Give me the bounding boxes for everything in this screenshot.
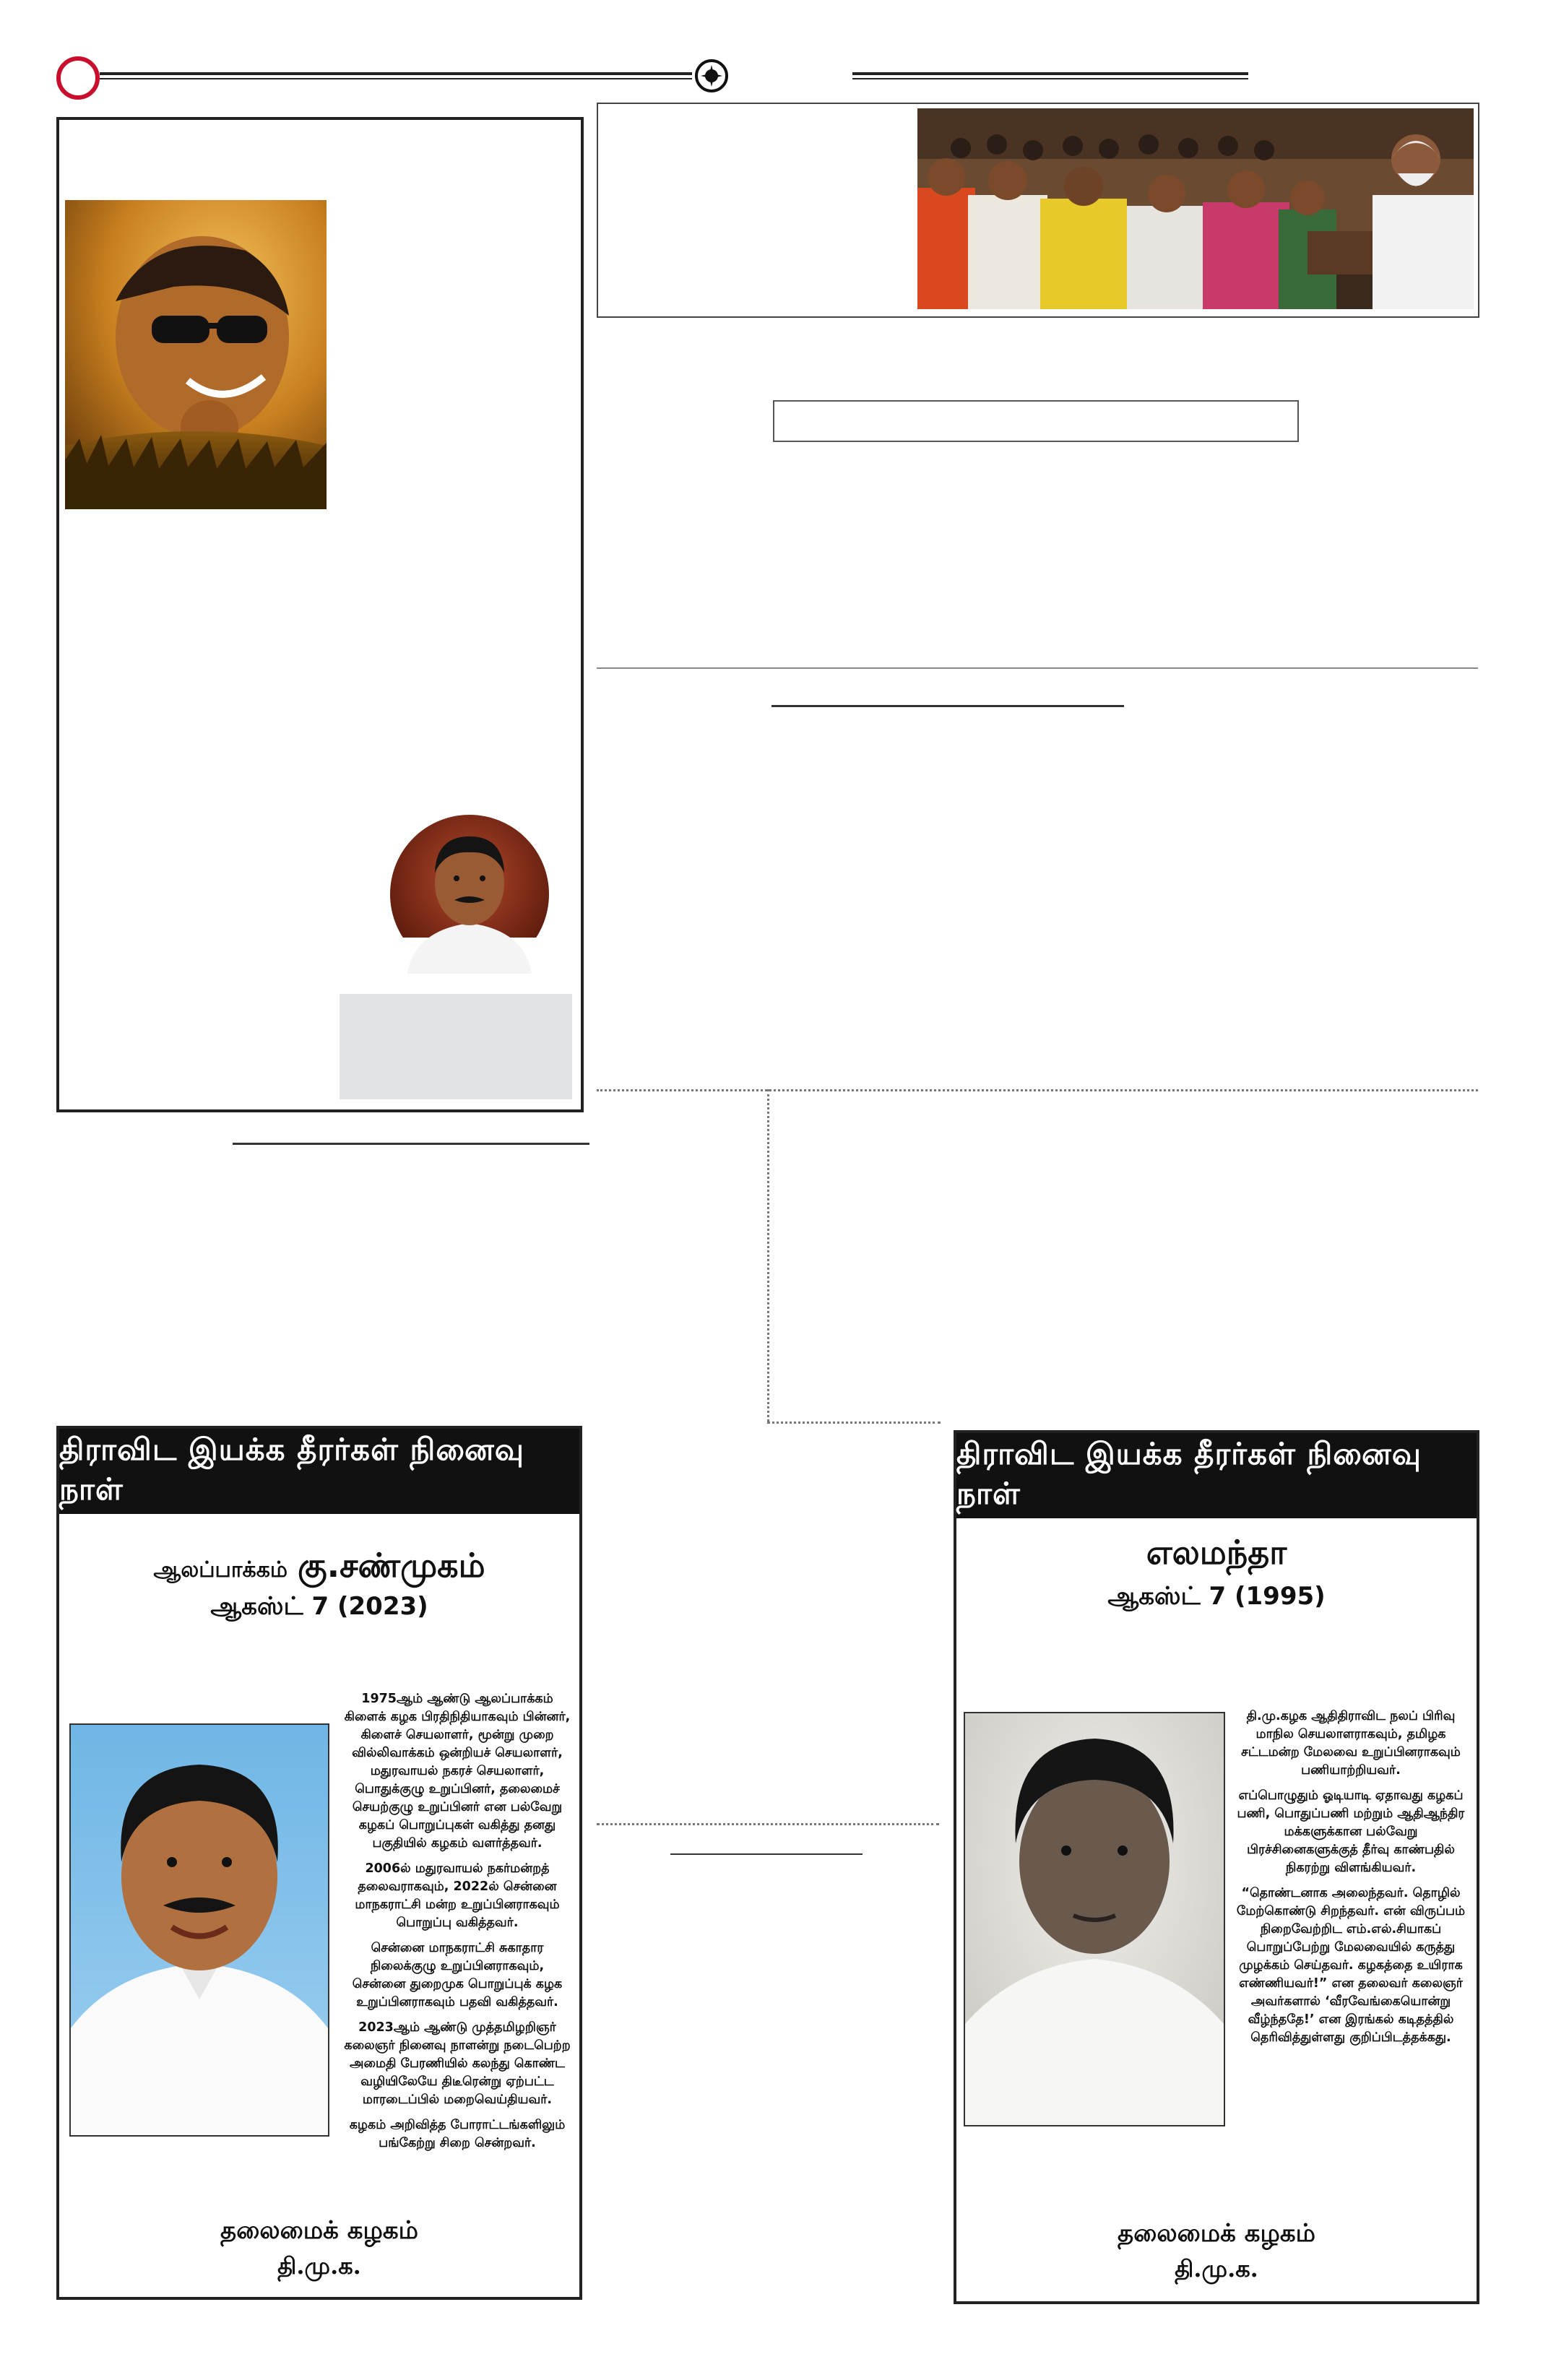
headline-box xyxy=(773,400,1299,442)
bio-paragraph: தி.மு.கழக ஆதிதிராவிட நலப் பிரிவு மாநில செயலாளராகவும், தமிழக சட்டமன்ற மேலவை உறுப்பினராகவும் பணியாற்றியவர். xyxy=(1241,1709,1461,1778)
header-circle-ornament xyxy=(56,56,100,100)
memorial-name-main: கு.சண்முகம் xyxy=(298,1546,485,1585)
memorial-bio xyxy=(342,1690,572,2160)
column-separator xyxy=(597,667,1478,669)
bio-paragraph: சென்னை மாநகராட்சி சுகாதார நிலைக்குழு உறுப்பினராகவும், சென்னை துறைமுக பொறுப்புக் கழக உறுப்பினராகவும் பதவி வகித்தவர். xyxy=(352,1941,563,2009)
bio-paragraph: 2023ஆம் ஆண்டு முத்தமிழறிஞர் கலைஞர் நினைவு நாளன்று நடைபெற்ற அமைதி பேரணியில் கலந்து கொண்ட வழியிலேயே திடீரென்று ஏற்பட்ட மாரடைப்பில் மறைவெய்தியவர். xyxy=(344,2020,571,2107)
shanmugam-portrait-photo xyxy=(69,1723,329,2137)
dotted-rule-vertical xyxy=(767,1089,769,1421)
header-rule-right xyxy=(852,72,1248,75)
bio-paragraph: கழகம் அறிவித்த போராட்டங்களிலும் பங்கேற்று சிறை சென்றவர். xyxy=(349,2118,566,2150)
memorial-footer-org: தலைமைக் கழகம் xyxy=(1118,2219,1315,2248)
memorial-heading: திராவிட இயக்க தீரர்கள் நினைவு நாள் xyxy=(956,1433,1477,1518)
bio-paragraph: 1975ஆம் ஆண்டு ஆலப்பாக்கம் கிளைக் கழக பிரதிநிதியாகவும் பின்னர், கிளைச் செயலாளர், மூன்று முறை வில்லிவாக்கம் ஒன்றியச் செயலாளர், மதுரவாயல் நகரச் செயலாளர், பொதுக்குழு உறுப்பினர், தலைமைச் செயற்குழு உறுப்பினர் என பல்வேறு கழகப் பொறுப்புகள் வகித்து தனது பகுதியில் கழகம் வளர்த்தவர். xyxy=(344,1692,571,1851)
bio-paragraph: 2006ல் மதுரவாயல் நகர்மன்றத் தலைவராகவும், 2022ல் சென்னை மாநகராட்சி மன்ற உறுப்பினராகவும் பொறுப்பு வகித்தவர். xyxy=(355,1861,560,1930)
dotted-rule-top xyxy=(597,1089,1478,1091)
meeting-group-photo xyxy=(917,108,1474,309)
memorial-date: ஆகஸ்ட் 7 (1995) xyxy=(1107,1582,1326,1611)
kalaignar-portrait-photo xyxy=(65,200,327,509)
bio-paragraph: எப்பொழுதும் ஓடியாடி ஏதாவது கழகப் பணி, பொதுப்பணி மற்றும் ஆதிஆந்திர மக்களுக்கான பல்வேறு பிரச்சினைகளுக்குத் தீர்வு காண்பதில் நிகரற்று விளங்கியவர். xyxy=(1237,1788,1465,1875)
memorial-name xyxy=(956,1533,1477,1577)
memorial-footer-party: தி.மு.க. xyxy=(277,2252,361,2280)
memorial-card-left xyxy=(56,1426,582,2300)
header-rule-right-thin xyxy=(852,78,1248,79)
memorial-bio xyxy=(1231,1708,1471,2054)
memorial-card-right xyxy=(954,1430,1479,2304)
memorial-name-prefix: ஆலப்பாக்கம் xyxy=(153,1557,288,1583)
memorial-heading: திராவிட இயக்க தீரர்கள் நினைவு நாள் xyxy=(59,1429,579,1514)
caption-gray-panel xyxy=(340,994,572,1099)
elamantha-portrait-photo xyxy=(964,1712,1225,2126)
memorial-footer-party: தி.மு.க. xyxy=(1175,2255,1258,2282)
dotted-rule-mid xyxy=(597,1823,939,1825)
dotted-rule-bottom xyxy=(767,1421,941,1424)
section-rule xyxy=(233,1143,589,1145)
memorial-footer-org: தலைமைக் கழகம் xyxy=(220,2216,418,2245)
subheading-rule xyxy=(772,705,1124,707)
memorial-name xyxy=(59,1546,579,1590)
member-portrait-photo xyxy=(386,815,553,974)
memorial-name-main: எலமந்தா xyxy=(1146,1533,1287,1572)
header-rule-left-thin xyxy=(100,78,692,79)
memorial-date: ஆகஸ்ட் 7 (2023) xyxy=(210,1592,428,1621)
header-rule-left xyxy=(100,72,692,75)
party-emblem-icon xyxy=(695,59,728,92)
bio-paragraph: “தொண்டனாக அலைந்தவர். தொழில் மேற்கொண்டு சிறந்தவர். என் விருப்பம் நிறைவேற்றிட எம்.எல்.சியாகப் பொறுப்பேற்று மேலவையில் கருத்து முழக்கம் செய்தவர். கழகத்தை உயிராக எண்ணியவர்!” என தலைவர் கலைஞர் அவர்களால் ‘வீரவேங்கையொன்று வீழ்ந்ததே!’ என இரங்கல் கடிதத்தில் தெரிவித்துள்ளது குறிப்பிடத்தக்கது. xyxy=(1236,1886,1466,2045)
small-rule xyxy=(670,1853,863,1855)
